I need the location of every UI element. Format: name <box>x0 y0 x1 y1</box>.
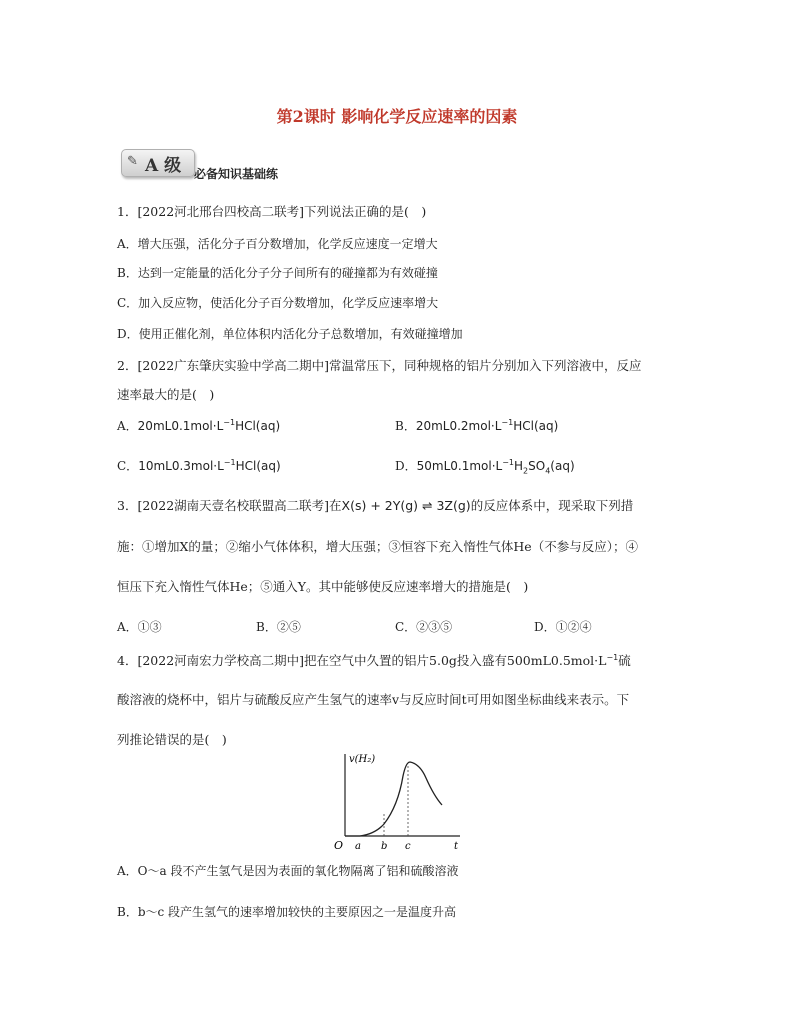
q1-option-b: B．达到一定能量的活化分子分子间所有的碰撞都为有效碰撞 <box>117 266 438 280</box>
page-title: 第2课时 影响化学反应速率的因素 <box>276 107 518 126</box>
q2-option-d <box>395 457 575 475</box>
option-value: HCl(aq) <box>235 419 281 433</box>
q4-option-a: A．O～a 段不产生氢气是因为表面的氧化物隔离了铝和硫酸溶液 <box>117 864 459 878</box>
option-label: D． <box>395 459 417 473</box>
q1-option-c: C．加入反应物，使活化分子百分数增加，化学反应速率增大 <box>117 296 439 310</box>
option-value: HCl(aq) <box>513 419 559 433</box>
subscript: 2 <box>523 466 529 476</box>
pencil-icon: ✎ <box>127 154 138 169</box>
option-value: H <box>514 459 524 473</box>
q4-line2: 酸溶液的烧杯中，铝片与硫酸反应产生氢气的速率v与反应时间t可用如图坐标曲线来表示。下 <box>117 692 630 707</box>
q2-stem-line1: 2．[2022广东肇庆实验中学高二期中]常温常压下，同种规格的铝片分别加入下列溶液中，反应 <box>117 358 642 373</box>
superscript: −1 <box>502 458 515 467</box>
tick-label-b: b <box>381 841 388 852</box>
q4-line1 <box>117 651 631 669</box>
q1-stem: 1．[2022河北邢台四校高二联考]下列说法正确的是( ) <box>117 204 427 219</box>
q3-text: 的反应体系中，现采取下列措 <box>470 498 634 513</box>
superscript: −1 <box>501 418 514 427</box>
superscript: −1 <box>223 458 236 467</box>
q3-option-c: C．②③⑤ <box>395 620 453 634</box>
q4-option-b: B．b～c 段产生氢气的速率增加较快的主要原因之一是温度升高 <box>117 905 457 919</box>
superscript: −1 <box>606 652 619 662</box>
q3-line1 <box>117 496 633 514</box>
subscript: 4 <box>545 466 551 476</box>
q4-text: 硫 <box>618 653 631 668</box>
option-value: SO <box>528 459 546 473</box>
q2-option-b <box>395 417 558 434</box>
q2-option-c <box>117 457 281 474</box>
y-axis-label: v(H₂) <box>349 754 376 765</box>
rate-curve <box>345 762 442 836</box>
section-label: 必备知识基础练 <box>194 167 279 181</box>
tick-label-c: c <box>405 841 411 852</box>
level-badge <box>121 147 195 177</box>
option-value: 10mL0.3mol·L <box>138 459 224 473</box>
q4-text: 4．[2022河南宏力学校高二期中]把在空气中久置的铝片5.0g投入盛有500mL0.5mol·L <box>117 653 607 668</box>
q1-option-a: A．增大压强，活化分子百分数增加，化学反应速度一定增大 <box>117 237 438 251</box>
option-label: C． <box>117 459 139 473</box>
q3-equation: X(s) + 2Y(g) ⇌ 3Z(g) <box>341 498 471 513</box>
tick-label-a: a <box>355 841 361 852</box>
x-axis-label: t <box>454 841 459 852</box>
option-value: 20mL0.2mol·L <box>415 419 502 433</box>
q3-option-b: B．②⑤ <box>256 620 301 634</box>
q3-option-a: A．①③ <box>117 620 162 634</box>
q3-line2: 施：①增加X的量；②缩小气体体积，增大压强；③恒容下充入惰性气体He（不参与反应）；④ <box>117 539 638 554</box>
option-label: B． <box>395 419 416 433</box>
option-value: HCl(aq) <box>235 459 281 473</box>
q4-line3: 列推论错误的是( ) <box>117 732 227 747</box>
q3-text: 3．[2022湖南天壹名校联盟高二联考]在 <box>117 498 342 513</box>
q3-line3: 恒压下充入惰性气体He；⑤通入Y。其中能够使反应速率增大的措施是( ) <box>117 579 529 594</box>
q1-option-d: D．使用正催化剂，单位体积内活化分子总数增加，有效碰撞增加 <box>117 327 463 341</box>
q3-option-d: D．①②④ <box>534 620 592 634</box>
option-label: A． <box>117 419 138 433</box>
superscript: −1 <box>223 418 236 427</box>
rate-time-chart <box>330 748 470 853</box>
origin-label: O <box>334 839 344 852</box>
option-value: 20mL0.1mol·L <box>137 419 224 433</box>
option-value: 50mL0.1mol·L <box>416 459 503 473</box>
q2-stem-line2: 速率最大的是( ) <box>117 387 215 402</box>
q2-option-a <box>117 417 280 434</box>
option-value: (aq) <box>550 459 575 473</box>
badge-label: A 级 <box>145 156 182 176</box>
